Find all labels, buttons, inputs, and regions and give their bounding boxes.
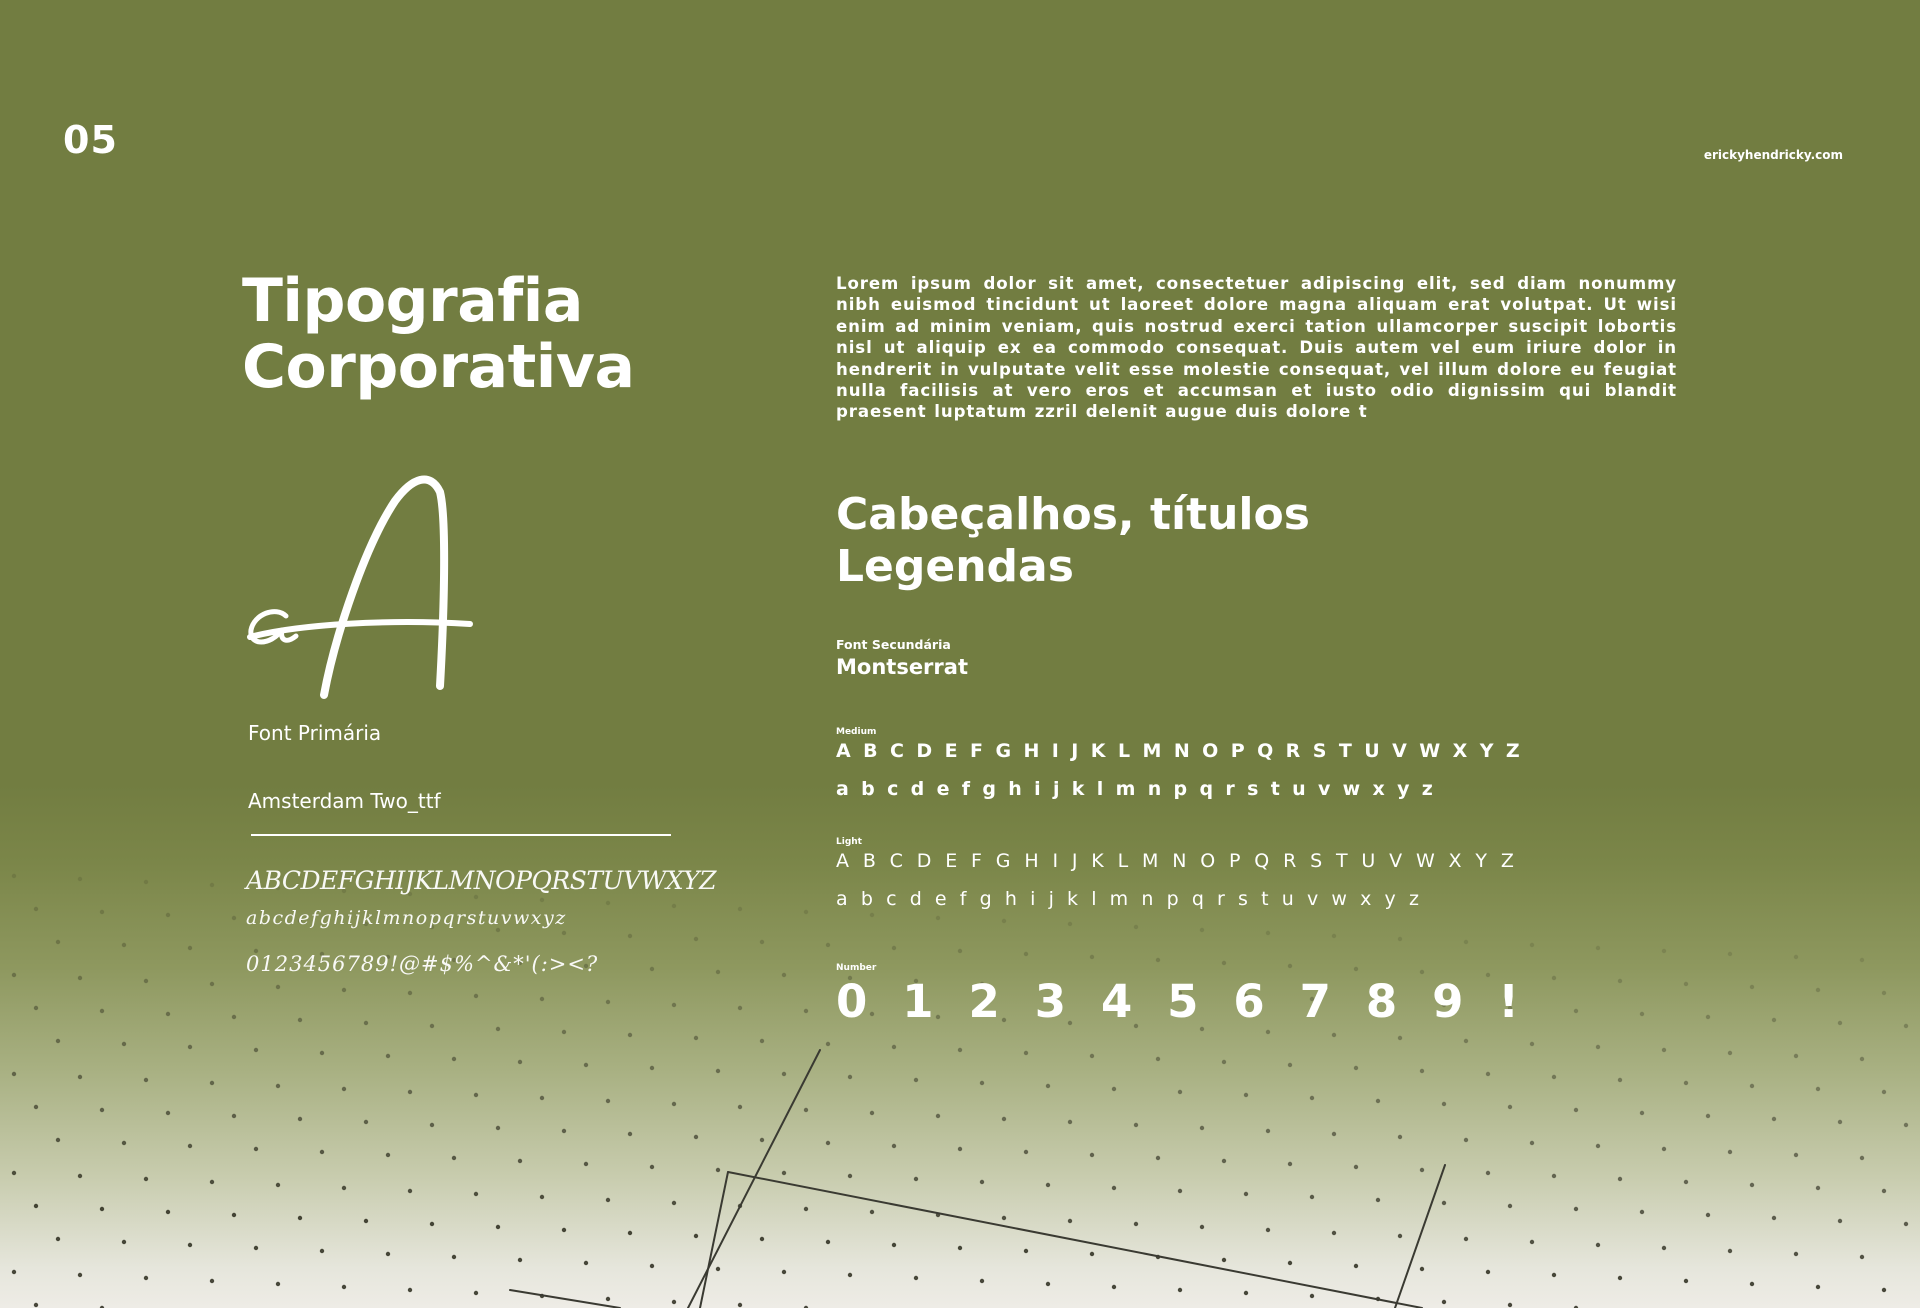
glyph: X bbox=[1452, 740, 1468, 762]
glyph: D bbox=[916, 850, 932, 872]
glyph: h bbox=[1004, 888, 1017, 910]
glyph: r bbox=[1217, 888, 1225, 910]
divider bbox=[251, 834, 671, 836]
grid-dot bbox=[650, 967, 654, 971]
glyph: Y bbox=[1479, 740, 1494, 762]
glyph: H bbox=[1024, 850, 1039, 872]
grid-dot bbox=[870, 913, 874, 917]
grid-dot bbox=[100, 1009, 104, 1013]
grid-dot bbox=[694, 937, 698, 941]
grid-dot bbox=[298, 1018, 302, 1022]
grid-dot bbox=[804, 910, 808, 914]
glyph: d bbox=[909, 888, 922, 910]
glyph: P bbox=[1230, 740, 1245, 762]
grid-dot bbox=[716, 970, 720, 974]
glyph: k bbox=[1071, 778, 1085, 800]
grid-dot bbox=[1002, 919, 1006, 923]
grid-dot bbox=[672, 1003, 676, 1007]
grid-dot bbox=[342, 988, 346, 992]
secondary-font-name: Montserrat bbox=[836, 655, 968, 679]
grid-dot bbox=[210, 982, 214, 986]
glyph: x bbox=[1372, 778, 1385, 800]
glyph: s bbox=[1238, 888, 1248, 910]
page-number: 05 bbox=[63, 118, 118, 162]
glyph: s bbox=[1247, 778, 1259, 800]
glyph: u bbox=[1292, 778, 1306, 800]
grid-dot bbox=[826, 943, 830, 947]
grid-dot bbox=[1618, 979, 1622, 983]
glyph: l bbox=[1091, 888, 1097, 910]
glyph: W bbox=[1419, 740, 1441, 762]
glyph: a bbox=[836, 888, 848, 910]
glyph: Q bbox=[1254, 850, 1270, 872]
glyph: f bbox=[961, 778, 971, 800]
grid-dot bbox=[1420, 970, 1424, 974]
glyph: 5 bbox=[1167, 975, 1199, 1028]
glyph: B bbox=[863, 740, 878, 762]
glyph: P bbox=[1229, 850, 1241, 872]
grid-dot bbox=[1552, 976, 1556, 980]
script-aa-icon bbox=[240, 466, 480, 706]
glyph: T bbox=[1335, 850, 1348, 872]
grid-dot bbox=[540, 997, 544, 1001]
medium-weight-label: Medium bbox=[836, 727, 877, 737]
glyph: g bbox=[979, 888, 992, 910]
grid-dot bbox=[1640, 1012, 1644, 1016]
glyph: y bbox=[1384, 888, 1396, 910]
glyph: S bbox=[1312, 740, 1327, 762]
glyph: V bbox=[1392, 740, 1407, 762]
glyph: g bbox=[982, 778, 996, 800]
glyph: x bbox=[1360, 888, 1372, 910]
glyph: q bbox=[1199, 778, 1214, 800]
number-label: Number bbox=[836, 963, 877, 973]
grid-dot bbox=[34, 1006, 38, 1010]
glyph: Z bbox=[1505, 740, 1520, 762]
glyph: C bbox=[889, 850, 903, 872]
medium-lowercase-row bbox=[836, 778, 1433, 800]
glyph: u bbox=[1281, 888, 1294, 910]
grid-dot bbox=[12, 973, 16, 977]
secondary-font-heading bbox=[836, 489, 1310, 593]
grid-dot bbox=[144, 880, 148, 884]
grid-dot bbox=[430, 1024, 434, 1028]
primary-font-label: Font Primária bbox=[248, 721, 382, 745]
grid-dot bbox=[782, 973, 786, 977]
grid-dot bbox=[1156, 958, 1160, 962]
glyph: n bbox=[1147, 778, 1162, 800]
grid-dot bbox=[672, 904, 676, 908]
grid-dot bbox=[1838, 1021, 1842, 1025]
site-url: erickyhendricky.com bbox=[1703, 148, 1843, 162]
primary-font-sample-glyph bbox=[240, 466, 480, 706]
glyph: b bbox=[861, 778, 875, 800]
grid-dot bbox=[1904, 1024, 1908, 1028]
glyph: w bbox=[1331, 888, 1347, 910]
glyph: j bbox=[1052, 778, 1060, 800]
glyph: f bbox=[959, 888, 967, 910]
grid-dot bbox=[56, 940, 60, 944]
glyph: 9 bbox=[1432, 975, 1464, 1028]
grid-dot bbox=[936, 916, 940, 920]
grid-dot bbox=[1706, 1015, 1710, 1019]
grid-dot bbox=[12, 874, 16, 878]
primary-digits-sample: 0123456789!@#$%^&*'(:><? bbox=[246, 952, 599, 976]
grid-dot bbox=[474, 895, 478, 899]
grid-dot bbox=[474, 994, 478, 998]
grid-dot bbox=[760, 940, 764, 944]
secondary-heading-line-1: Cabeçalhos, títulos bbox=[836, 489, 1310, 540]
glyph: R bbox=[1285, 740, 1301, 762]
glyph: F bbox=[970, 740, 984, 762]
grid-dot bbox=[628, 934, 632, 938]
glyph: z bbox=[1408, 888, 1419, 910]
glyph: N bbox=[1173, 740, 1190, 762]
grid-dot bbox=[1794, 955, 1798, 959]
glyph: L bbox=[1117, 850, 1129, 872]
grid-dot bbox=[1816, 988, 1820, 992]
glyph: Q bbox=[1257, 740, 1274, 762]
grid-dot bbox=[1222, 961, 1226, 965]
grid-dot bbox=[892, 946, 896, 950]
glyph: q bbox=[1191, 888, 1204, 910]
primary-uppercase-sample: ABCDEFGHIJKLMNOPQRSTUVWXYZ bbox=[246, 866, 717, 895]
glyph: j bbox=[1048, 888, 1054, 910]
grid-dot bbox=[1288, 964, 1292, 968]
glyph: m bbox=[1109, 888, 1129, 910]
glyph: w bbox=[1342, 778, 1361, 800]
glyph: S bbox=[1310, 850, 1323, 872]
glyph: H bbox=[1023, 740, 1040, 762]
glyph: C bbox=[890, 740, 904, 762]
glyph: d bbox=[910, 778, 925, 800]
grid-dot bbox=[1200, 928, 1204, 932]
glyph: F bbox=[971, 850, 982, 872]
grid-dot bbox=[232, 916, 236, 920]
primary-lowercase-sample: abcdefghijklmnopqrstuvwxyz bbox=[246, 907, 567, 929]
glyph: 8 bbox=[1365, 975, 1398, 1028]
glyph: A bbox=[836, 740, 851, 762]
grid-dot bbox=[1882, 991, 1886, 995]
grid-dot bbox=[1354, 967, 1358, 971]
grid-dot bbox=[100, 910, 104, 914]
glyph: W bbox=[1415, 850, 1435, 872]
grid-dot bbox=[1684, 982, 1688, 986]
glyph: M bbox=[1141, 850, 1159, 872]
grid-dot bbox=[1398, 937, 1402, 941]
sketch-lines-decoration bbox=[0, 1030, 1920, 1308]
glyph: t bbox=[1261, 888, 1269, 910]
glyph: 6 bbox=[1233, 975, 1265, 1028]
intro-paragraph: Lorem ipsum dolor sit amet, consectetuer adipiscing elit, sed diam nonummy nibh euismod tincidunt ut laoreet dolore magna aliquam erat volutpat. Ut wisi enim ad minim veniam, quis nostrud exerci tation ullamcorper suscipit lobortis nisl ut aliquip ex ea commodo consequat. Duis autem vel eum iriure dolor in hendrerit in vulputate velit esse molestie consequat, vel illum dolore eu feugiat nulla facilisis at vero eros et accumsan et iusto odio dignissim qui blandit praesent luptatum zzril delenit augue duis dolore t bbox=[836, 274, 1677, 422]
grid-dot bbox=[958, 949, 962, 953]
grid-dot bbox=[364, 1021, 368, 1025]
glyph: ! bbox=[1498, 975, 1519, 1028]
glyph: v bbox=[1306, 888, 1319, 910]
glyph: 7 bbox=[1299, 975, 1331, 1028]
glyph: T bbox=[1338, 740, 1352, 762]
glyph: X bbox=[1448, 850, 1462, 872]
glyph: i bbox=[1034, 778, 1041, 800]
grid-dot bbox=[144, 979, 148, 983]
glyph: 3 bbox=[1034, 975, 1067, 1028]
glyph: c bbox=[886, 888, 897, 910]
glyph: Z bbox=[1500, 850, 1514, 872]
glyph: V bbox=[1389, 850, 1403, 872]
grid-dot bbox=[562, 931, 566, 935]
glyph: M bbox=[1142, 740, 1162, 762]
glyph: E bbox=[945, 850, 958, 872]
glyph: c bbox=[887, 778, 899, 800]
glyph: L bbox=[1117, 740, 1131, 762]
grid-dot bbox=[1024, 952, 1028, 956]
grid-dot bbox=[34, 907, 38, 911]
glyph: 0 bbox=[836, 975, 868, 1028]
glyph: G bbox=[995, 740, 1012, 762]
glyph: i bbox=[1030, 888, 1036, 910]
glyph: 1 bbox=[902, 975, 934, 1028]
glyph: K bbox=[1091, 850, 1104, 872]
grid-dot bbox=[1266, 931, 1270, 935]
grid-dot bbox=[1662, 949, 1666, 953]
grid-dot bbox=[408, 991, 412, 995]
grid-dot bbox=[166, 1012, 170, 1016]
glyph: e bbox=[934, 888, 947, 910]
glyph: z bbox=[1421, 778, 1433, 800]
glyph: J bbox=[1071, 850, 1078, 872]
page-title-line-2: Corporativa bbox=[242, 332, 635, 402]
grid-dot bbox=[78, 877, 82, 881]
grid-dot bbox=[78, 976, 82, 980]
glyph: n bbox=[1141, 888, 1154, 910]
glyph: I bbox=[1052, 850, 1059, 872]
glyph: b bbox=[860, 888, 873, 910]
glyph: l bbox=[1096, 778, 1104, 800]
glyph: k bbox=[1067, 888, 1079, 910]
glyph: J bbox=[1071, 740, 1079, 762]
primary-font-name: Amsterdam Two_ttf bbox=[248, 789, 441, 813]
grid-dot bbox=[804, 1009, 808, 1013]
light-weight-label: Light bbox=[836, 837, 862, 847]
grid-dot bbox=[738, 1006, 742, 1010]
glyph: O bbox=[1202, 740, 1219, 762]
light-uppercase-row bbox=[836, 850, 1514, 872]
grid-dot bbox=[276, 985, 280, 989]
glyph: y bbox=[1397, 778, 1410, 800]
page-title bbox=[242, 268, 634, 400]
number-row bbox=[836, 975, 1519, 1028]
glyph: e bbox=[936, 778, 950, 800]
grid-dot bbox=[166, 913, 170, 917]
grid-dot bbox=[1068, 922, 1072, 926]
glyph: 2 bbox=[968, 975, 1000, 1028]
glyph: 4 bbox=[1100, 975, 1133, 1028]
glyph: R bbox=[1283, 850, 1297, 872]
medium-uppercase-row bbox=[836, 740, 1520, 762]
glyph: m bbox=[1115, 778, 1136, 800]
grid-dot bbox=[1750, 985, 1754, 989]
grid-dot bbox=[1332, 934, 1336, 938]
grid-dot bbox=[1728, 952, 1732, 956]
glyph: O bbox=[1200, 850, 1216, 872]
grid-dot bbox=[1090, 955, 1094, 959]
glyph: r bbox=[1225, 778, 1235, 800]
grid-dot bbox=[188, 946, 192, 950]
grid-dot bbox=[738, 907, 742, 911]
grid-dot bbox=[1596, 946, 1600, 950]
grid-dot bbox=[1574, 1009, 1578, 1013]
glyph: E bbox=[944, 740, 958, 762]
secondary-font-label: Font Secundária bbox=[836, 637, 951, 652]
glyph: I bbox=[1051, 740, 1059, 762]
glyph: U bbox=[1361, 850, 1376, 872]
glyph: Y bbox=[1475, 850, 1487, 872]
grid-dot bbox=[1464, 940, 1468, 944]
grid-dot bbox=[1530, 943, 1534, 947]
light-lowercase-row bbox=[836, 888, 1419, 910]
glyph: v bbox=[1317, 778, 1331, 800]
grid-dot bbox=[1772, 1018, 1776, 1022]
glyph: B bbox=[862, 850, 876, 872]
glyph: t bbox=[1270, 778, 1280, 800]
glyph: K bbox=[1090, 740, 1106, 762]
grid-dot bbox=[210, 883, 214, 887]
secondary-heading-line-2: Legendas bbox=[836, 541, 1074, 592]
grid-dot bbox=[122, 943, 126, 947]
glyph: G bbox=[995, 850, 1011, 872]
page-title-line-1: Tipografia bbox=[242, 266, 583, 336]
glyph: a bbox=[836, 778, 849, 800]
grid-dot bbox=[232, 1015, 236, 1019]
grid-dot bbox=[606, 901, 610, 905]
grid-dot bbox=[606, 1000, 610, 1004]
glyph: U bbox=[1364, 740, 1380, 762]
grid-dot bbox=[1860, 958, 1864, 962]
glyph: N bbox=[1172, 850, 1187, 872]
glyph: D bbox=[916, 740, 933, 762]
glyph: p bbox=[1173, 778, 1188, 800]
glyph: h bbox=[1008, 778, 1022, 800]
glyph: p bbox=[1166, 888, 1179, 910]
grid-dot bbox=[1134, 925, 1138, 929]
grid-dot bbox=[540, 898, 544, 902]
glyph: A bbox=[836, 850, 849, 872]
